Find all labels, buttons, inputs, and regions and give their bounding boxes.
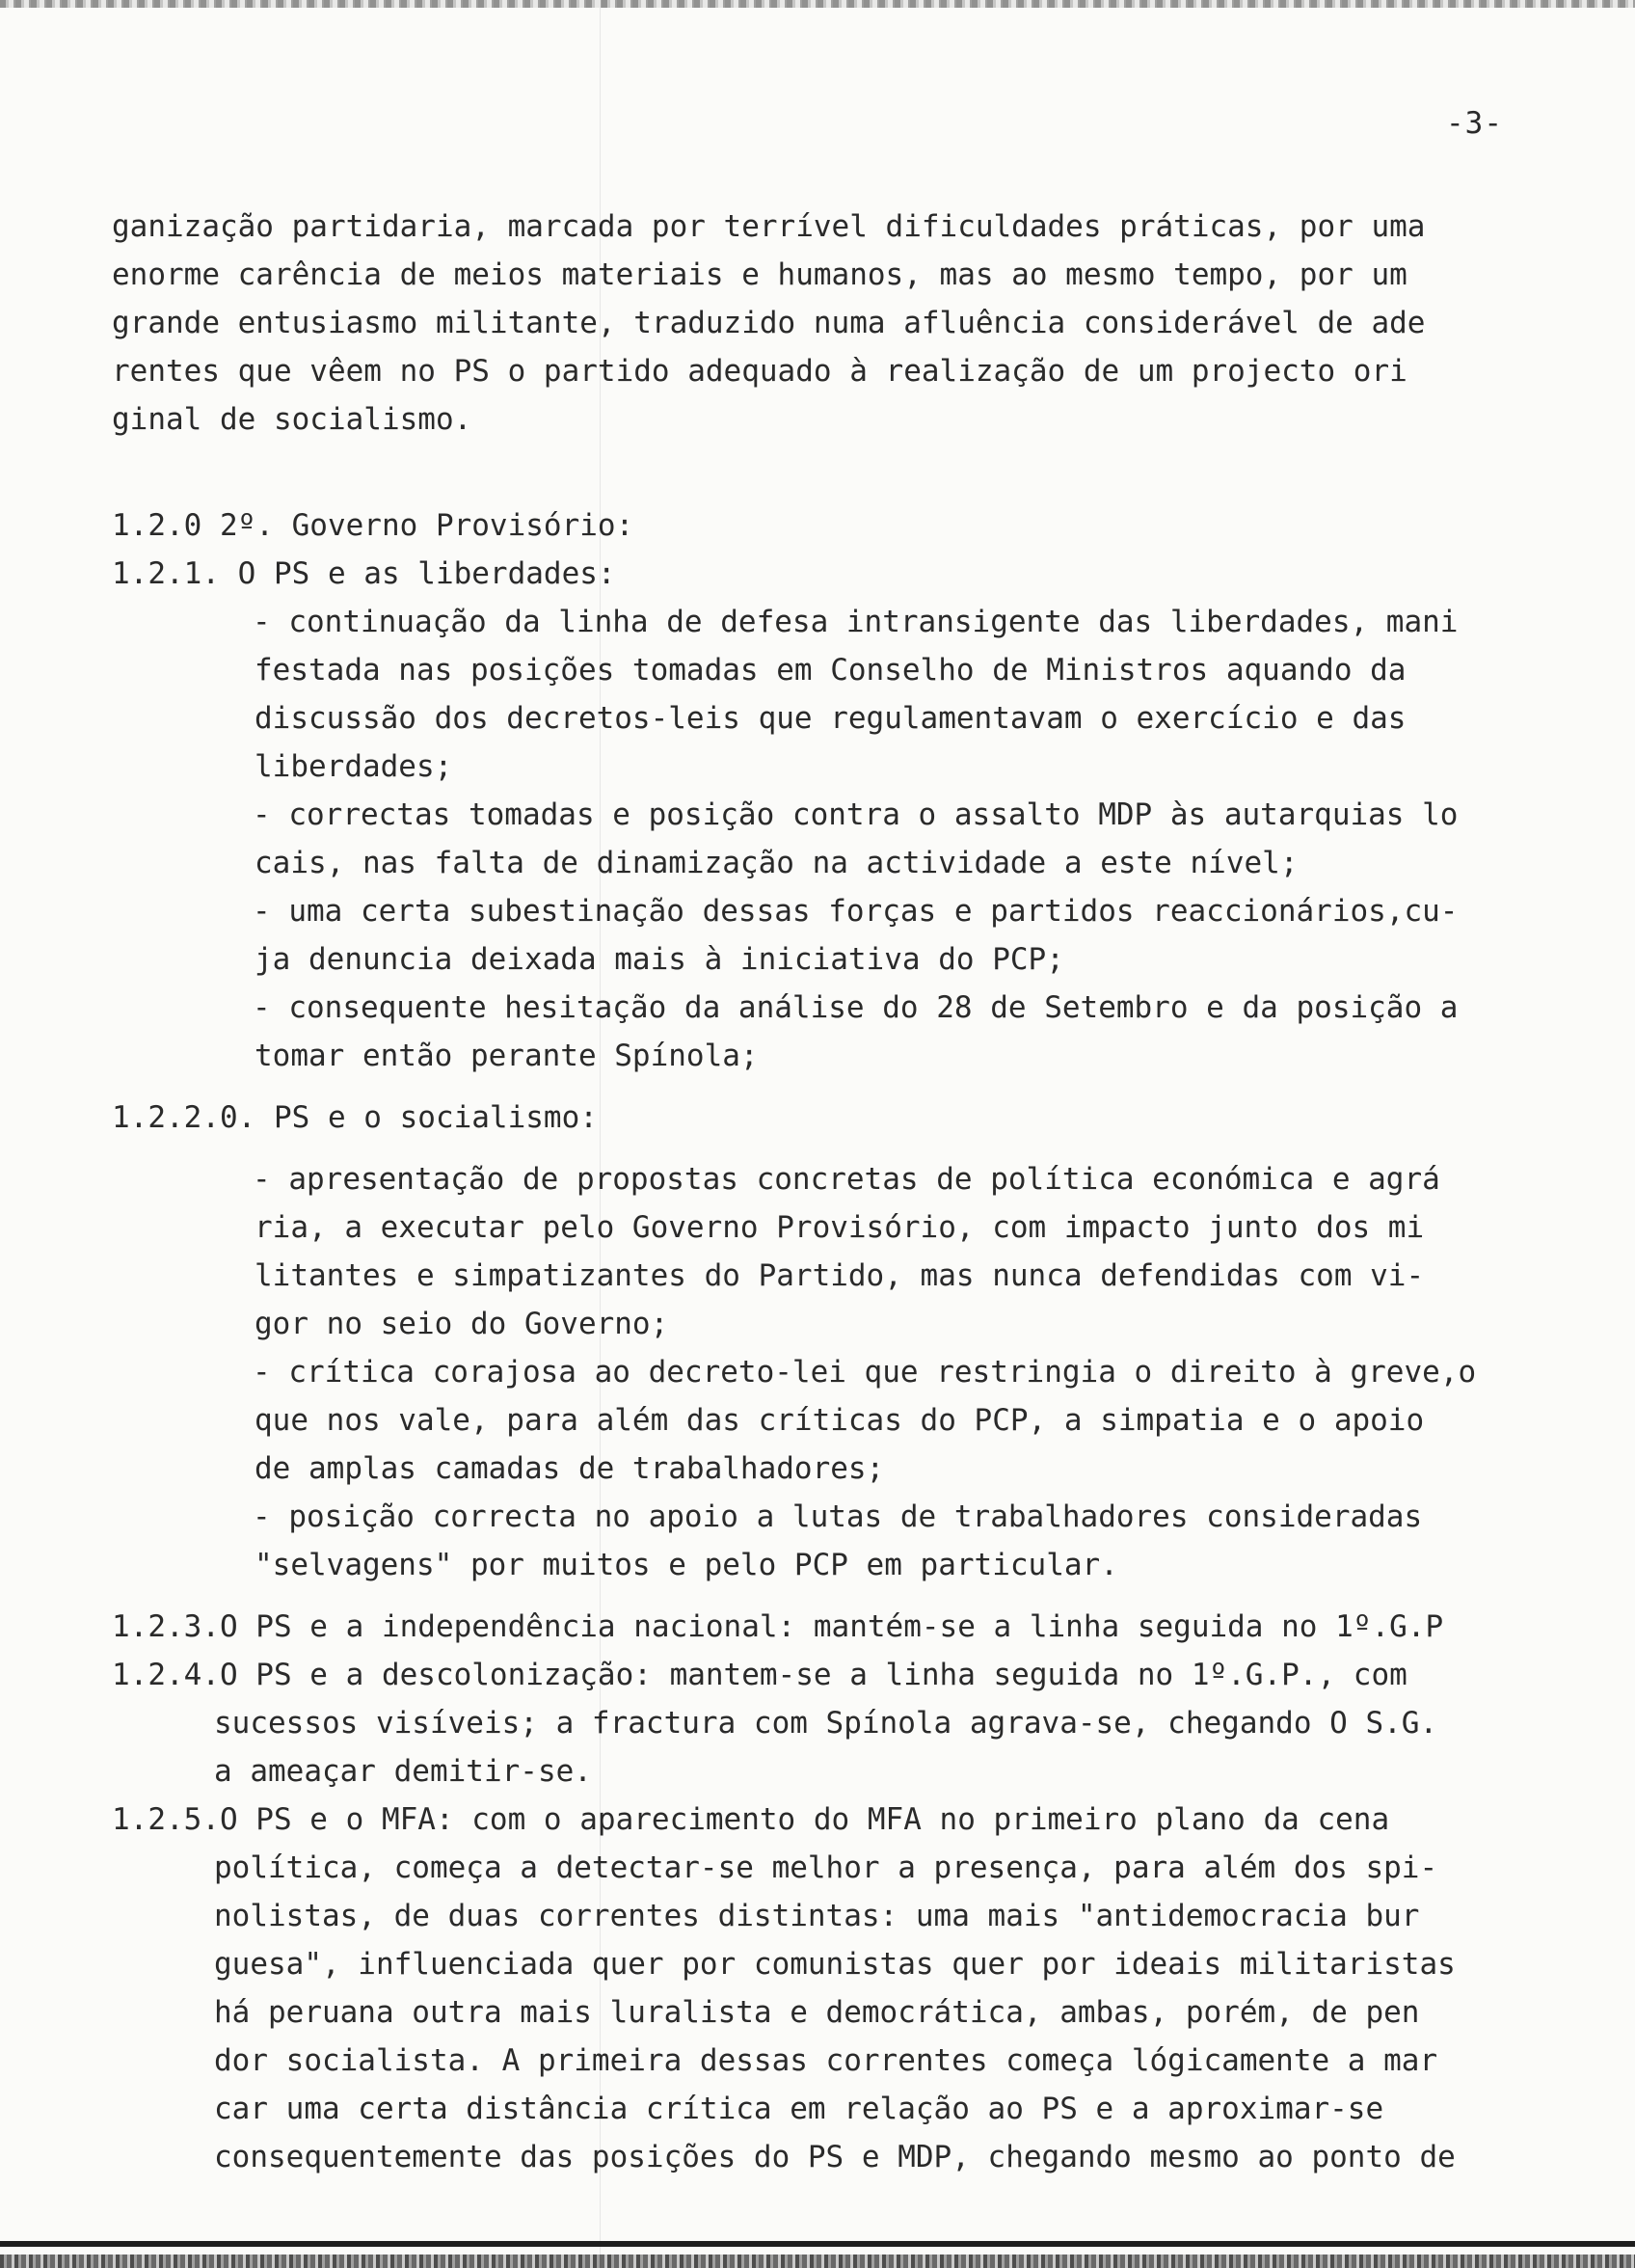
text-line: há peruana outra mais luralista e democrática, ambas, porém, de pen xyxy=(214,1995,1420,2030)
list-item-line: - crítica corajosa ao decreto-lei que restringia o direito à greve,o xyxy=(253,1355,1477,1390)
list-item-line: - uma certa subestinação dessas forças e partidos reaccionários,cu- xyxy=(253,894,1459,929)
list-item-line: - apresentação de propostas concretas de política económica e agrá xyxy=(253,1162,1440,1197)
list-item-line: - correctas tomadas e posição contra o assalto MDP às autarquias lo xyxy=(253,797,1459,832)
section-heading-1-2-0: 1.2.0 2º. Governo Provisório: xyxy=(112,508,634,543)
list-item-line: tomar então perante Spínola; xyxy=(255,1039,759,1073)
section-1-2-5 xyxy=(112,1796,1596,2181)
list-item-line: - consequente hesitação da análise do 28 de Setembro e da posição a xyxy=(253,990,1459,1025)
list-item-line: cais, nas falta de dinamização na actividade a este nível; xyxy=(255,846,1299,880)
text-line: guesa", influenciada quer por comunistas quer por ideais militaristas xyxy=(214,1947,1456,1982)
text-line: ganização partidaria, marcada por terrível dificuldades práticas, por uma xyxy=(112,209,1426,244)
list-item-line: - posição correcta no apoio a lutas de trabalhadores consideradas xyxy=(253,1499,1423,1534)
list-item-line: festada nas posições tomadas em Conselho de Ministros aquando da xyxy=(255,653,1407,688)
list-item-line: gor no seio do Governo; xyxy=(255,1307,669,1341)
section-1-2-2-0 xyxy=(112,1094,1596,1589)
scan-top-edge xyxy=(0,0,1635,8)
list-item-line: ria, a executar pelo Governo Provisório, com impacto junto dos mi xyxy=(255,1210,1425,1245)
document-body xyxy=(112,202,1596,2181)
list-item-line: ja denuncia deixada mais à iniciativa do PCP; xyxy=(255,942,1064,977)
list-item-line: que nos vale, para além das críticas do PCP, a simpatia e o apoio xyxy=(255,1403,1425,1438)
intro-paragraph xyxy=(112,202,1596,444)
text-line: grande entusiasmo militante, traduzido numa afluência considerável de ade xyxy=(112,306,1426,340)
list-item-line: - continuação da linha de defesa intransigente das liberdades, mani xyxy=(253,605,1459,639)
text-line: dor socialista. A primeira dessas correntes começa lógicamente a mar xyxy=(214,2043,1438,2078)
scan-bottom-rule xyxy=(0,2241,1635,2247)
scan-bottom-edge xyxy=(0,2254,1635,2268)
section-1-2-3: 1.2.3.O PS e a independência nacional: mantém-se a linha seguida no 1º.G.P xyxy=(112,1609,1444,1644)
text-line: 1.2.5.O PS e o MFA: com o aparecimento do MFA no primeiro plano da cena xyxy=(112,1802,1390,1837)
text-line: enorme carência de meios materiais e humanos, mas ao mesmo tempo, por um xyxy=(112,257,1407,292)
list-item-line: liberdades; xyxy=(255,749,453,784)
text-line: política, começa a detectar-se melhor a presença, para além dos spi- xyxy=(214,1850,1438,1885)
section-heading-1-2-1: 1.2.1. O PS e as liberdades: xyxy=(112,556,616,591)
text-line: rentes que vêem no PS o partido adequado à realização de um projecto ori xyxy=(112,354,1407,389)
section-1-2-1 xyxy=(112,550,1596,1080)
list-item-line: "selvagens" por muitos e pelo PCP em particular. xyxy=(255,1548,1118,1582)
section-1-2-4 xyxy=(112,1651,1596,1796)
text-line: sucessos visíveis; a fractura com Spínola agrava-se, chegando O S.G. xyxy=(214,1706,1438,1741)
page-number: -3- xyxy=(1446,106,1503,141)
text-line: a ameaçar demitir-se. xyxy=(214,1754,592,1789)
text-line: nolistas, de duas correntes distintas: uma mais "antidemocracia bur xyxy=(214,1899,1420,1933)
section-heading-1-2-2-0: 1.2.2.0. PS e o socialismo: xyxy=(112,1100,598,1135)
text-line: car uma certa distância crítica em relação ao PS e a aproximar-se xyxy=(214,2092,1384,2126)
list-item-line: litantes e simpatizantes do Partido, mas nunca defendidas com vi- xyxy=(255,1258,1425,1293)
text-line: ginal de socialismo. xyxy=(112,402,472,437)
list-item-line: discussão dos decretos-leis que regulamentavam o exercício e das xyxy=(255,701,1407,736)
text-line: 1.2.4.O PS e a descolonização: mantem-se a linha seguida no 1º.G.P., com xyxy=(112,1658,1407,1692)
list-item-line: de amplas camadas de trabalhadores; xyxy=(255,1451,885,1486)
text-line: consequentemente das posições do PS e MDP, chegando mesmo ao ponto de xyxy=(214,2140,1456,2174)
